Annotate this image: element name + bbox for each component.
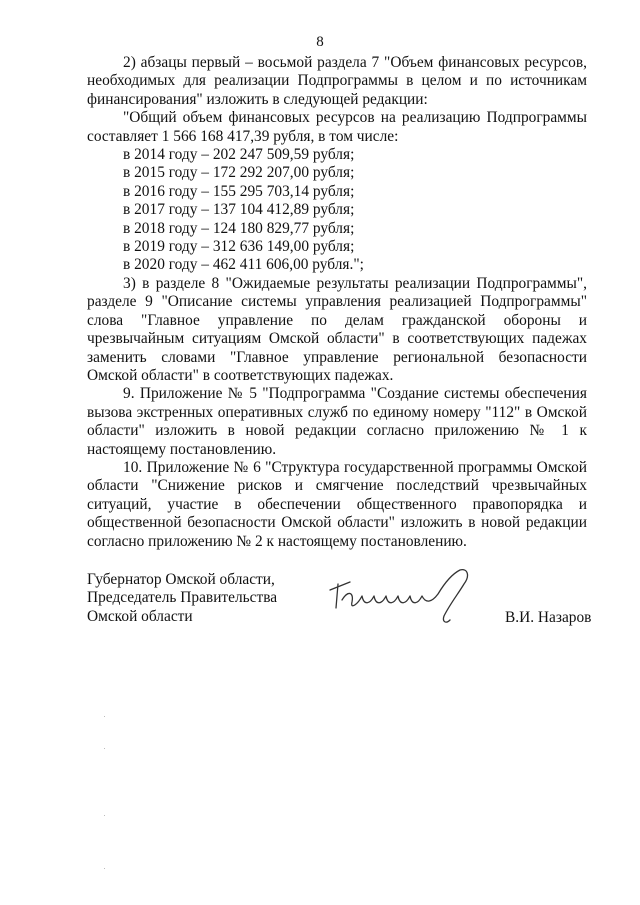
page-number: 8 xyxy=(316,34,324,50)
signatory-title-line: Губернатор Омской области, xyxy=(87,571,275,588)
scan-artifact xyxy=(104,815,105,816)
list-item: в 2015 году – 172 292 207,00 рубля; xyxy=(123,164,355,182)
scan-artifact xyxy=(104,868,105,869)
paragraph-amendment-3: 3) в разделе 8 "Ожидаемые результаты реализации Подпрограммы", разделе 9 "Описание системы управления реализацией Подпрограммы" слова "Главное управление по делам гражданской обороны и чрезвычайным ситуациям Омской области" в соответствующих падежах заменить словами "Главное управление региональной безопасности Омской области" в соответствующих падежах. xyxy=(87,274,587,384)
paragraph-item-10: 10. Приложение № 6 "Структура государственной программы Омской области "Снижение рисков и смягчение последствий чрезвычайных ситуаций, участие в обеспечении общественного правопорядка и общественной безопасности Омской области" изложить в новой редакции согласно приложению № 2 к настоящему постановлению. xyxy=(87,458,587,550)
list-item: в 2020 году – 462 411 606,00 рубля."; xyxy=(123,256,364,274)
signatory-title-line: Омской области xyxy=(87,607,193,625)
list-item: в 2018 году – 124 180 829,77 рубля; xyxy=(123,219,355,237)
signatory-name: В.И. Назаров xyxy=(505,609,592,626)
yearly-funding-list xyxy=(87,146,587,275)
paragraph-amendment-2: 2) абзацы первый – восьмой раздела 7 "Объем финансовых ресурсов, необходимых для реализации Подпрограммы в целом и по источникам финансирования" изложить в следующей редакции: xyxy=(87,54,587,108)
scan-artifact xyxy=(104,716,105,717)
paragraph-total-funding: "Общий объем финансовых ресурсов на реализацию Подпрограммы составляет 1 566 168 417,39 рубля, в том числе: xyxy=(87,109,587,145)
signatory-title-line: Председатель Правительства xyxy=(87,589,278,607)
document-body xyxy=(87,54,587,551)
list-item: в 2019 году – 312 636 149,00 рубля; xyxy=(123,238,355,256)
list-item: в 2014 году – 202 247 509,59 рубля; xyxy=(123,146,355,164)
list-item: в 2017 году – 137 104 412,89 рубля; xyxy=(123,201,355,219)
paragraph-item-9: 9. Приложение № 5 "Подпрограмма "Создание системы обеспечения вызова экстренных оперативных служб по единому номеру "112" в Омской области" изложить в новой редакции согласно приложению № 1 к настоящему постановлению. xyxy=(87,385,587,458)
scan-artifact xyxy=(104,748,105,749)
signatory-title xyxy=(87,571,277,626)
handwritten-signature xyxy=(320,560,490,630)
list-item: в 2016 году – 155 295 703,14 рубля; xyxy=(123,182,355,200)
